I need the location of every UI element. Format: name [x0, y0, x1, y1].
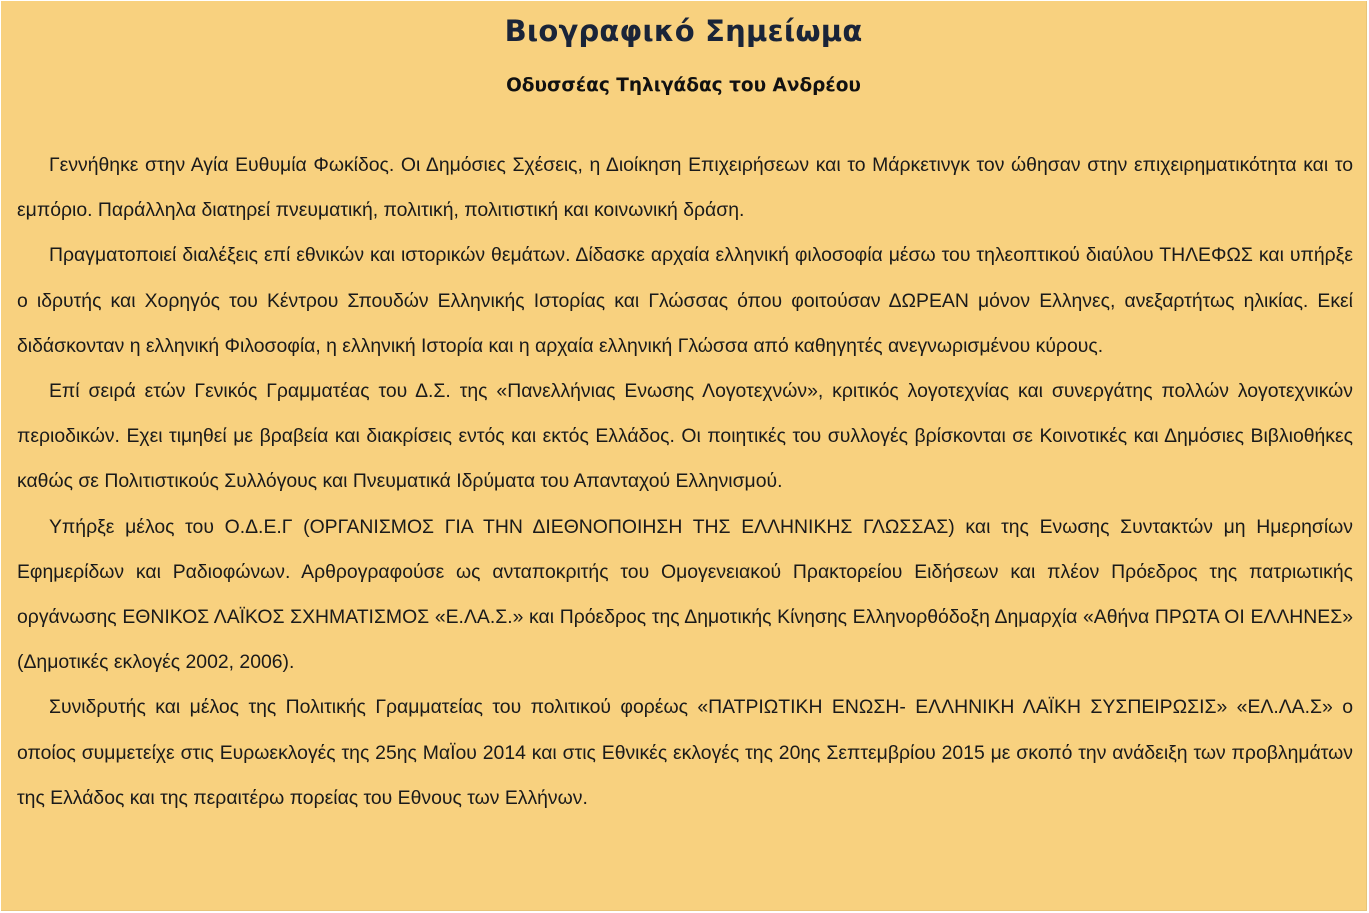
biography-page: [1, 1, 1367, 911]
document-title: Βιογραφικό Σημείωμα: [504, 14, 863, 48]
document-body: [17, 143, 1353, 821]
paragraph-birth: Γεννήθηκε στην Αγία Ευθυμία Φωκίδος. Οι Δημόσιες Σχέσεις, η Διοίκηση Επιχειρήσεων και το Μάρκετινγκ τον ώθησαν στην επιχειρηματικότητα και το εμπόριο. Παράλληλα διατηρεί πνευματική, πολιτική, πολιτιστική και κοινωνική δράση.: [17, 154, 1353, 222]
paragraph-lectures: Πραγματοποιεί διαλέξεις επί εθνικών και ιστορικών θεμάτων. Δίδασκε αρχαία ελληνική φιλοσοφία μέσω του τηλεοπτικού διαύλου ΤΗΛΕΦΩΣ και υπήρξε ο ιδρυτής και Χορηγός του Κέντρου Σπουδών Ελληνικής Ιστορίας και Γλώσσας όπου φοιτούσαν ΔΩΡΕΑΝ μόνον Ελληνες, ανεξαρτήτως ηλικίας. Εκεί διδάσκονταν η ελληνική Φιλοσοφία, η ελληνική Ιστορία και η αρχαία ελληνική Γλώσσα από καθηγητές ανεγνωρισμένου κύρους.: [17, 244, 1353, 357]
paragraph-memberships: Υπήρξε μέλος του Ο.Δ.Ε.Γ (ΟΡΓΑΝΙΣΜΟΣ ΓΙΑ ΤΗΝ ΔΙΕΘΝΟΠΟΙΗΣΗ ΤΗΣ ΕΛΛΗΝΙΚΗΣ ΓΛΩΣΣΑΣ) και της Ενωσης Συντακτών μη Ημερησίων Εφημερίδων και Ραδιοφώνων. Αρθρογραφούσε ως ανταποκριτής του Ομογενειακού Πρακτορείου Ειδήσεων και πλέον Πρόεδρος της πατριωτικής οργάνωσης ΕΘΝΙΚΟΣ ΛΑΪΚΟΣ ΣΧΗΜΑΤΙΣΜΟΣ «Ε.ΛΑ.Σ.» και Πρόεδρος της Δημοτικής Κίνησης Ελληνορθόδοξη Δημαρχία «Αθήνα ΠΡΩΤΑ ΟΙ ΕΛΛΗΝΕΣ» (Δημοτικές εκλογές 2002, 2006).: [17, 515, 1353, 674]
paragraph-political: Συνιδρυτής και μέλος της Πολιτικής Γραμματείας του πολιτικού φορέως «ΠΑΤΡΙΩΤΙΚΗ ΕΝΩΣΗ- ΕΛΛΗΝΙΚΗ ΛΑΪΚΗ ΣΥΣΠΕΙΡΩΣΙΣ» «ΕΛ.ΛΑ.Σ» ο οποίος συμμετείχε στις Ευρωεκλογές της 25ης ΜαΪου 2014 και στις Εθνικές εκλογές της 20ης Σεπτεμβρίου 2015 με σκοπό την ανάδειξη των προβλημάτων της Ελλάδος και της περαιτέρω πορείας του Εθνους των Ελλήνων.: [17, 696, 1353, 809]
paragraph-literature: Επί σειρά ετών Γενικός Γραμματέας του Δ.Σ. της «Πανελλήνιας Ενωσης Λογοτεχνών», κριτικός λογοτεχνίας και συνεργάτης πολλών λογοτεχνικών περιοδικών. Εχει τιμηθεί με βραβεία και διακρίσεις εντός και εκτός Ελλάδος. Οι ποιητικές του συλλογές βρίσκονται σε Κοινοτικές και Δημόσιες Βιβλιοθήκες καθώς σε Πολιτιστικούς Συλλόγους και Πνευματικά Ιδρύματα του Απανταχού Ελληνισμού.: [17, 380, 1353, 493]
document-subtitle: Οδυσσέας Τηλιγάδας του Ανδρέου: [506, 75, 861, 96]
